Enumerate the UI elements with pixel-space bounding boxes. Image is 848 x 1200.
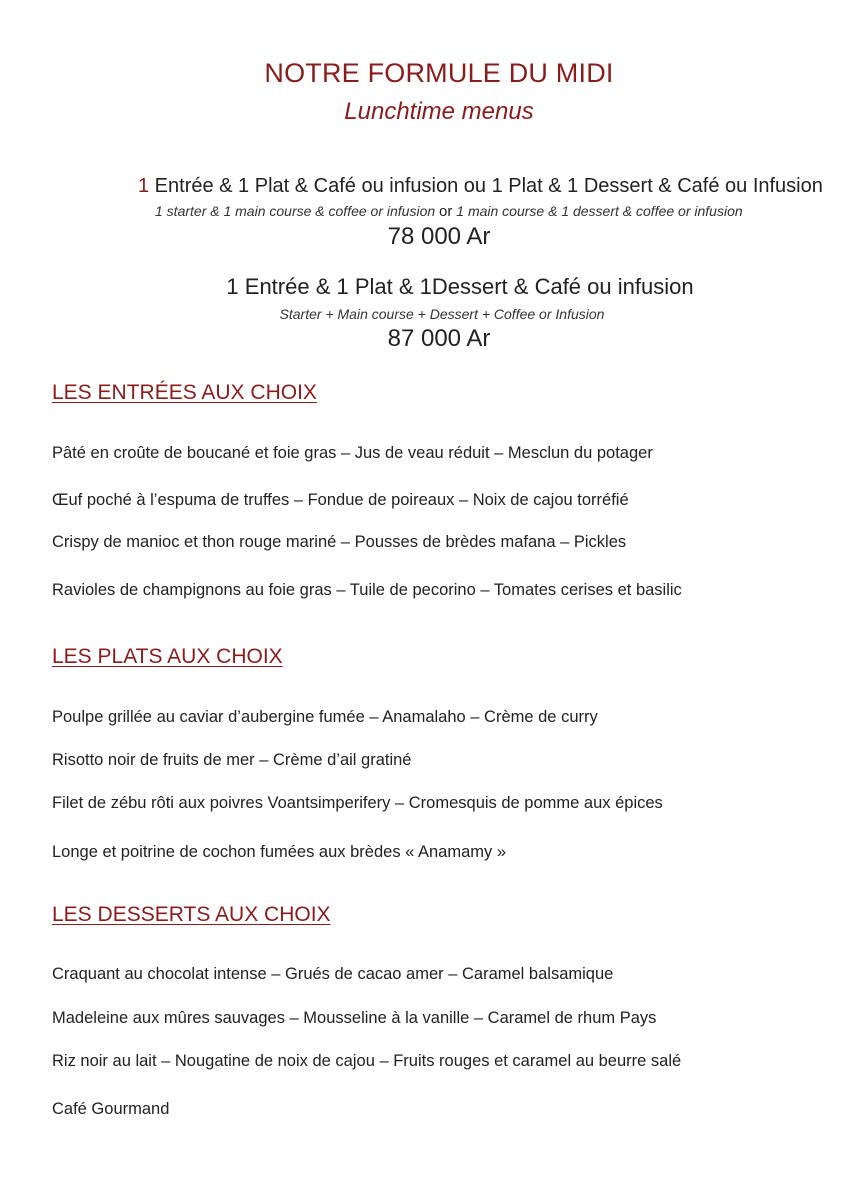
menu-item: Madeleine aux mûres sauvages – Mousseline à la vanille – Caramel de rhum Pays bbox=[52, 1009, 657, 1027]
menu-item: Œuf poché à l’espuma de truffes – Fondue de poireaux – Noix de cajou torréfié bbox=[52, 491, 629, 509]
section-heading-plats: LES PLATS AUX CHOIX bbox=[52, 645, 283, 668]
formula-1-part1: Entrée & 1 Plat & Café ou infusion bbox=[149, 175, 464, 197]
menu-item: Risotto noir de fruits de mer – Crème d’ail gratiné bbox=[52, 751, 412, 769]
formula-2-translation: Starter + Main course + Dessert + Coffee or Infusion bbox=[279, 306, 605, 322]
menu-item: Riz noir au lait – Nougatine de noix de cajou – Fruits rouges et caramel au beurre salé bbox=[52, 1052, 682, 1070]
section-heading-entrees: LES ENTRÉES AUX CHOIX bbox=[52, 381, 317, 404]
menu-item: Café Gourmand bbox=[52, 1100, 170, 1118]
menu-item: Pâté en croûte de boucané et foie gras – Jus de veau réduit – Mesclun du potager bbox=[52, 444, 653, 462]
page-title: NOTRE FORMULE DU MIDI bbox=[264, 58, 614, 88]
menu-item: Crispy de manioc et thon rouge mariné – Pousses de brèdes mafana – Pickles bbox=[52, 533, 627, 551]
menu-item: Filet de zébu rôti aux poivres Voantsimperifery – Cromesquis de pomme aux épices bbox=[52, 794, 663, 812]
formula-1-part2: 1 Plat & 1 Dessert & Café ou Infusion bbox=[486, 175, 823, 197]
formula-1-description bbox=[138, 175, 823, 198]
formula-1-number: 1 bbox=[138, 175, 150, 197]
menu-item: Poulpe grillée au caviar d’aubergine fumée – Anamalaho – Crème de curry bbox=[52, 708, 598, 726]
page-subtitle: Lunchtime menus bbox=[344, 98, 534, 125]
section-heading-desserts: LES DESSERTS AUX CHOIX bbox=[52, 903, 331, 926]
formula-1-translation bbox=[155, 203, 743, 220]
formula-1-price: 78 000 Ar bbox=[387, 223, 491, 250]
menu-item: Longe et poitrine de cochon fumées aux brèdes « Anamamy » bbox=[52, 843, 507, 861]
formula-1-en-or: or bbox=[439, 203, 453, 220]
menu-item: Craquant au chocolat intense – Grués de cacao amer – Caramel balsamique bbox=[52, 965, 614, 983]
formula-1-or: ou bbox=[463, 175, 487, 197]
formula-1-en-part1: 1 starter & 1 main course & coffee or infusion bbox=[155, 203, 440, 219]
formula-2-description: 1 Entrée & 1 Plat & 1Dessert & Café ou infusion bbox=[226, 274, 694, 299]
formula-2-price: 87 000 Ar bbox=[387, 325, 491, 352]
formula-1-en-part2: 1 main course & 1 dessert & coffee or infusion bbox=[452, 203, 743, 219]
menu-item: Ravioles de champignons au foie gras – Tuile de pecorino – Tomates cerises et basilic bbox=[52, 581, 682, 599]
